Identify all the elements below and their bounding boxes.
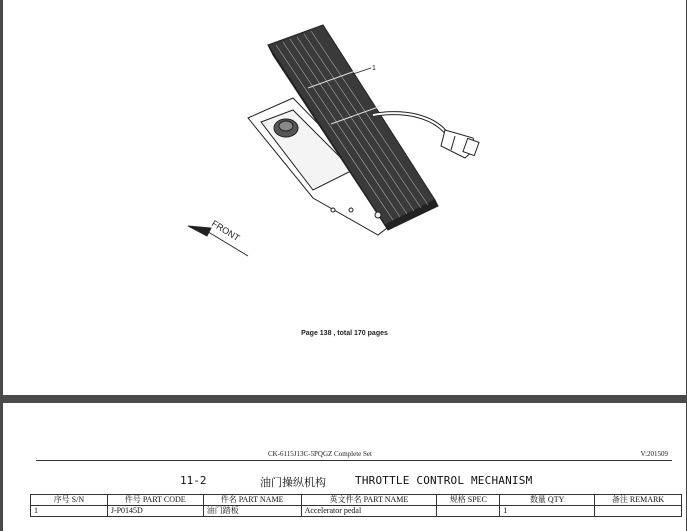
header-rule xyxy=(36,460,672,461)
section-number: 11-2 xyxy=(180,474,207,487)
front-label: FRONT xyxy=(209,218,242,244)
document-code: CK-6115J13C-5PQGZ Complete Set xyxy=(268,450,372,458)
cell-part-name-en: Accelerator pedal xyxy=(301,506,437,517)
cell-qty: 1 xyxy=(500,506,595,517)
column-header: 序号 S/N xyxy=(31,495,108,506)
column-header: 规格 SPEC xyxy=(437,495,500,506)
document-page-138 xyxy=(2,0,687,395)
section-title-en: THROTTLE CONTROL MECHANISM xyxy=(355,474,533,487)
section-title xyxy=(180,474,630,490)
cell-spec xyxy=(437,506,500,517)
column-header: 英文件名 PART NAME xyxy=(301,495,437,506)
column-header: 件号 PART CODE xyxy=(107,495,203,506)
cell-part-code: J-P0145D xyxy=(107,506,203,517)
table-header-row xyxy=(31,495,682,506)
page-number-footer: Page 138 , total 170 pages xyxy=(301,330,388,337)
column-header: 件名 PART NAME xyxy=(203,495,301,506)
callout-label: 1 xyxy=(372,65,376,72)
parts-table xyxy=(30,494,682,517)
accelerator-pedal-drawing xyxy=(173,20,513,260)
cell-part-name-cn: 油门踏板 xyxy=(203,506,301,517)
table-row xyxy=(31,506,682,517)
cell-remark xyxy=(595,506,682,517)
column-header: 备注 REMARK xyxy=(595,495,682,506)
page-gutter xyxy=(0,395,687,403)
section-title-cn: 油门操纵机构 xyxy=(260,476,326,489)
cell-sn: 1 xyxy=(31,506,108,517)
column-header: 数量 QTY xyxy=(500,495,595,506)
document-header-line xyxy=(36,446,672,460)
document-version: V:201509 xyxy=(640,450,668,458)
